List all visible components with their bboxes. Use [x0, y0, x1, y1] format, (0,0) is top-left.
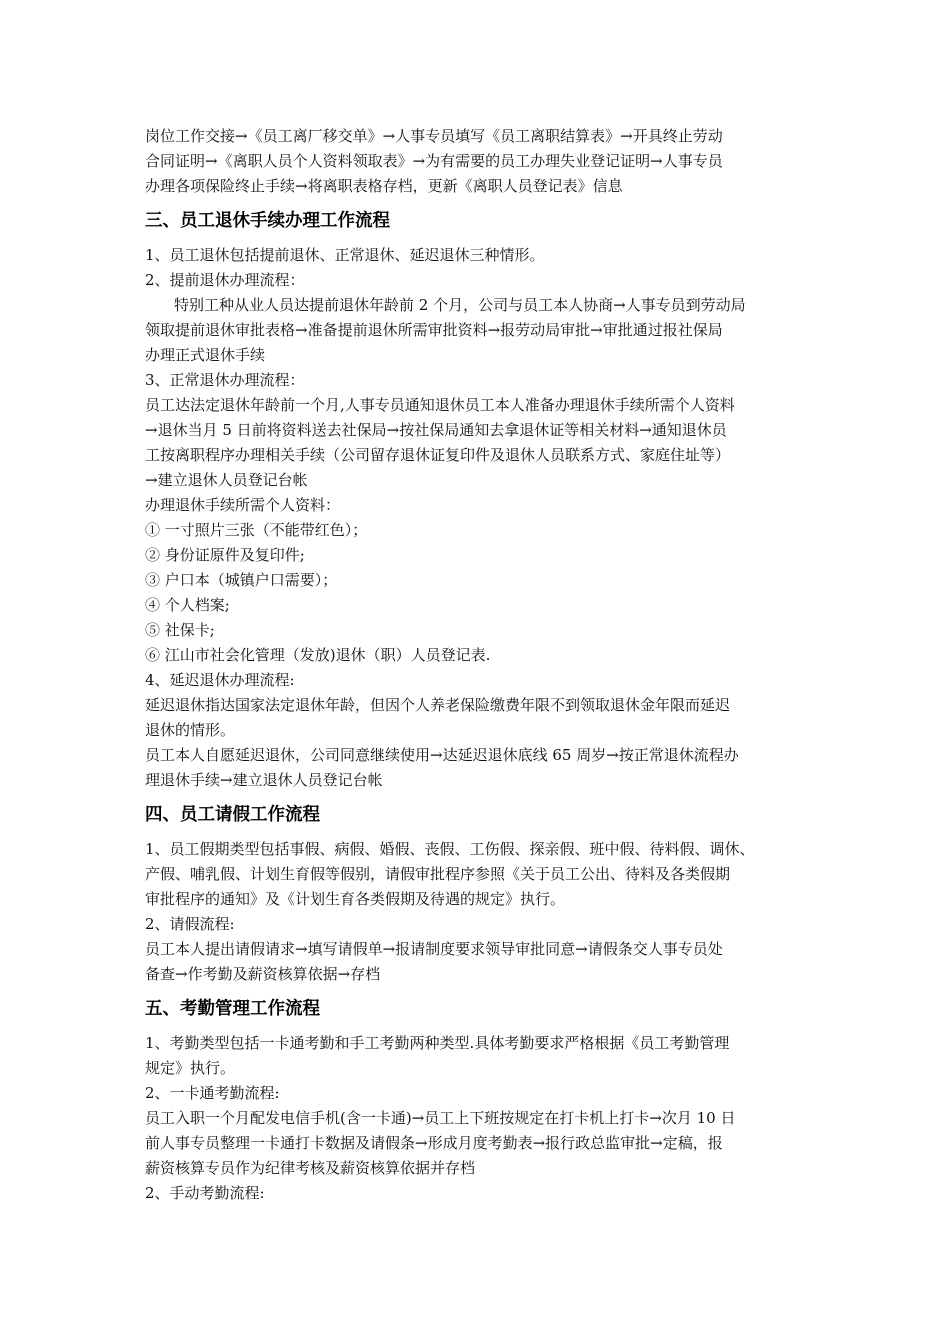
paragraph-line: 薪资核算专员作为纪律考核及薪资核算依据并存档 — [145, 1159, 476, 1177]
paragraph-line: ② 身份证原件及复印件; — [145, 546, 305, 564]
paragraph-line: 办理正式退休手续 — [145, 346, 266, 364]
paragraph-line: 合同证明→《离职人员个人资料领取表》→为有需要的员工办理失业登记证明→人事专员 — [145, 152, 723, 170]
paragraph-line: 员工达法定退休年龄前一个月,人事专员通知退休员工本人准备办理退休手续所需个人资料 — [145, 396, 735, 414]
paragraph-line: 备查→作考勤及薪资核算依据→存档 — [145, 965, 381, 983]
paragraph-line: ③ 户口本（城镇户口需要）； — [145, 571, 338, 589]
paragraph-line: 1、员工假期类型包括事假、病假、婚假、丧假、工伤假、探亲假、班中假、待料假、调休、 — [145, 840, 755, 858]
paragraph-line: →建立退休人员登记台帐 — [145, 471, 308, 489]
paragraph-line: 1、员工退休包括提前退休、正常退休、延迟退休三种情形。 — [145, 246, 545, 264]
paragraph-line: 审批程序的通知》及《计划生育各类假期及待遇的规定》执行。 — [145, 890, 566, 908]
paragraph-line: 1、考勤类型包括一卡通考勤和手工考勤两种类型.具体考勤要求严格根据《员工考勤管理 — [145, 1034, 730, 1052]
paragraph-line: ④ 个人档案; — [145, 596, 230, 614]
paragraph-line: 特别工种从业人员达提前退休年龄前 2 个月，公司与员工本人协商→人事专员到劳动局 — [174, 296, 746, 314]
section-heading: 四、员工请假工作流程 — [145, 805, 320, 825]
paragraph-line: 规定》执行。 — [145, 1059, 236, 1077]
paragraph-line: 3、正常退休办理流程： — [145, 371, 305, 389]
section-heading: 三、员工退休手续办理工作流程 — [145, 211, 390, 231]
paragraph-line: ⑥ 江山市社会化管理（发放)退休（职）人员登记表. — [145, 646, 491, 664]
paragraph-line: 领取提前退休审批表格→准备提前退休所需审批资料→报劳动局审批→审批通过报社保局 — [145, 321, 723, 339]
paragraph-line: 2、一卡通考勤流程: — [145, 1084, 280, 1102]
paragraph-line: 延迟退休指达国家法定退休年龄，但因个人养老保险缴费年限不到领取退休金年限而延迟 — [145, 696, 731, 714]
paragraph-line: ① 一寸照片三张（不能带红色）； — [145, 521, 368, 539]
paragraph-line: 办理各项保险终止手续→将离职表格存档，更新《离职人员登记表》信息 — [145, 177, 623, 195]
paragraph-line: 工按离职程序办理相关手续（公司留存退休证复印件及退休人员联系方式、家庭住址等） — [145, 446, 731, 464]
paragraph-line: 2、请假流程: — [145, 915, 235, 933]
paragraph-line: 退休的情形。 — [145, 721, 236, 739]
section-heading: 五、考勤管理工作流程 — [145, 999, 320, 1019]
paragraph-line: 员工本人自愿延迟退休，公司同意继续使用→达延迟退休底线 65 周岁→按正常退休流程办 — [145, 746, 739, 764]
document-body — [145, 124, 815, 1206]
paragraph-line: ⑤ 社保卡; — [145, 621, 215, 639]
paragraph-line: 产假、哺乳假、计划生育假等假别，请假审批程序参照《关于员工公出、待料及各类假期 — [145, 865, 731, 883]
paragraph-line: 员工本人提出请假请求→填写请假单→报请制度要求领导审批同意→请假条交人事专员处 — [145, 940, 723, 958]
paragraph-line: 员工入职一个月配发电信手机(含一卡通)→员工上下班按规定在打卡机上打卡→次月 10 日 — [145, 1109, 736, 1127]
paragraph-line: →退休当月 5 日前将资料送去社保局→按社保局通知去拿退休证等相关材料→通知退休员 — [145, 421, 727, 439]
paragraph-line: 2、手动考勤流程: — [145, 1184, 265, 1202]
paragraph-line: 岗位工作交接→《员工离厂移交单》→人事专员填写《员工离职结算表》→开具终止劳动 — [145, 127, 723, 145]
paragraph-line: 2、提前退休办理流程： — [145, 271, 305, 289]
paragraph-line: 办理退休手续所需个人资料： — [145, 496, 341, 514]
paragraph-line: 理退休手续→建立退休人员登记台帐 — [145, 771, 383, 789]
paragraph-line: 4、延迟退休办理流程: — [145, 671, 295, 689]
paragraph-line: 前人事专员整理一卡通打卡数据及请假条→形成月度考勤表→报行政总监审批→定稿，报 — [145, 1134, 723, 1152]
